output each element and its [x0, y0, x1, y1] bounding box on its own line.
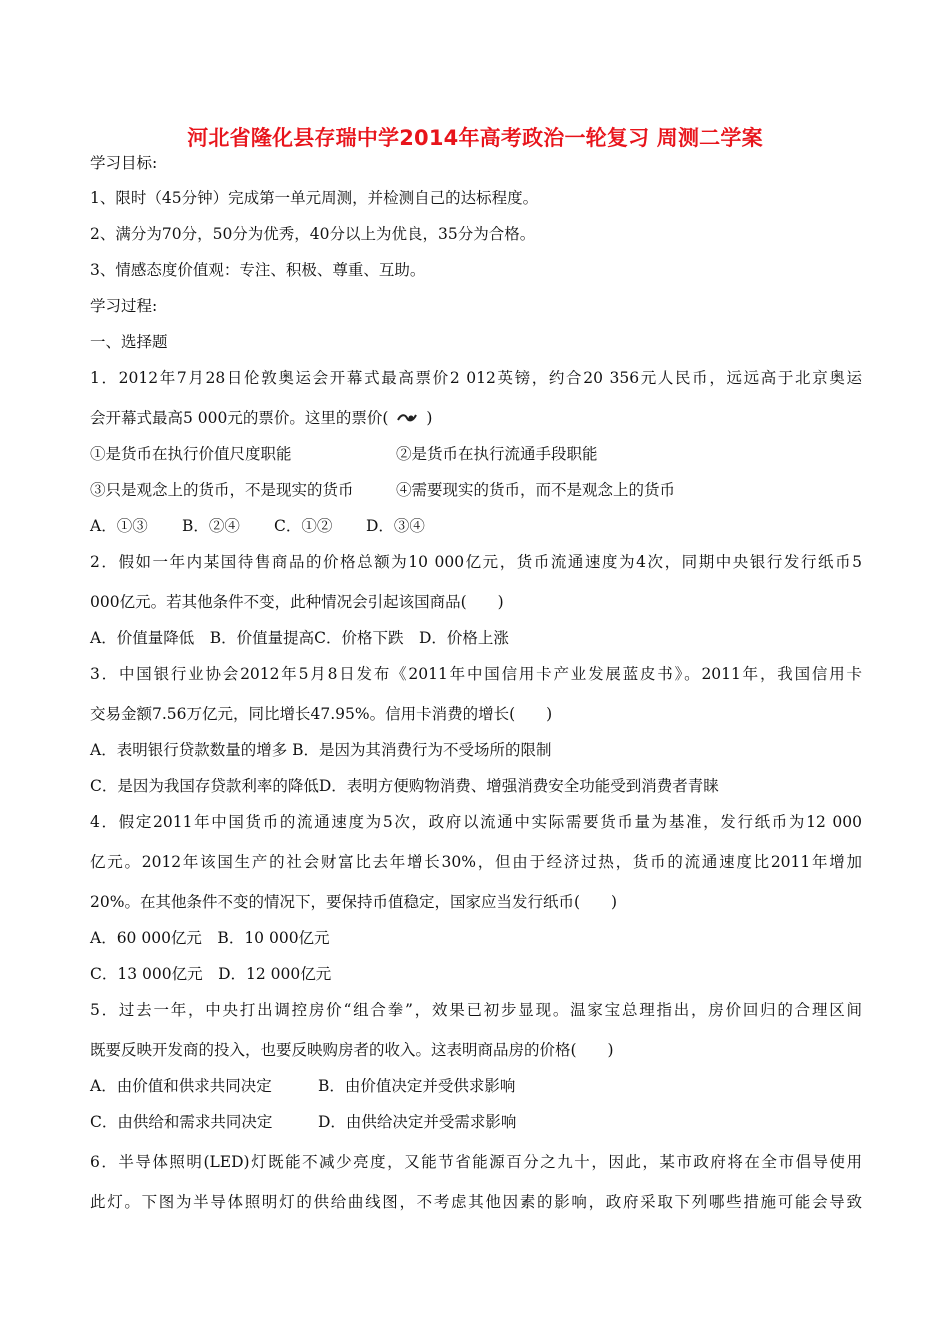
- q5-choice-d: D．由供给决定并受需求影响: [318, 1113, 517, 1131]
- objectives-heading: 学习目标:: [90, 154, 158, 172]
- q5-choice-b: B．由价值决定并受供求影响: [318, 1077, 516, 1095]
- q5-choice-a: A．由价值和供求共同决定: [90, 1077, 272, 1095]
- q1-option-4: ④需要现实的货币，而不是观念上的货币: [396, 481, 676, 499]
- q5-choice-c: C．由供给和需求共同决定: [90, 1113, 273, 1131]
- q1-options-row1: [90, 443, 862, 465]
- q5-stem-line2: 既要反映开发商的投入，也要反映购房者的收入。这表明商品房的价格( ): [90, 1041, 614, 1059]
- objective-item-1: 1、限时（45分钟）完成第一单元周测，并检测自己的达标程度。: [90, 189, 539, 207]
- process-heading: 学习过程:: [90, 297, 158, 315]
- objective-item-3: 3、情感态度价值观：专注、积极、尊重、互助。: [90, 261, 426, 279]
- section-heading: 一、选择题: [90, 333, 168, 351]
- objective-item-2: 2、满分为70分，50分为优秀，40分以上为优良，35分为合格。: [90, 225, 536, 243]
- q3-choices-ab: A．表明银行贷款数量的增多 B．是因为其消费行为不受场所的限制: [90, 741, 552, 759]
- q2-stem-line1: 2．假如一年内某国待售商品的价格总额为10 000亿元，货币流通速度为4次，同期中央银行发行纸币5: [90, 553, 862, 571]
- q1-stem-line2-text: 会开幕式最高5 000元的票价。这里的票价(: [90, 409, 389, 427]
- q5-choices-cd: [90, 1111, 862, 1133]
- q1-option-3: ③只是观念上的货币，不是现实的货币: [90, 481, 354, 499]
- q5-choices-ab: [90, 1075, 862, 1097]
- q3-stem-line1: 3．中国银行业协会2012年5月8日发布《2011年中国信用卡产业发展蓝皮书》。2011年，我国信用卡: [90, 665, 862, 683]
- q1-choice-d: D．③④: [366, 517, 425, 535]
- q1-stem-line2: [90, 407, 862, 429]
- q1-options-row2: [90, 479, 862, 501]
- q4-stem-line1: 4．假定2011年中国货币的流通速度为5次，政府以流通中实际需要货币量为基准，发行纸币为12 000: [90, 813, 862, 831]
- q2-choices: A．价值量降低 B．价值量提高C．价格下跌 D．价格上涨: [90, 629, 509, 647]
- scribble-mark-icon: [396, 412, 418, 424]
- q1-stem-line1: 1．2012年7月28日伦敦奥运会开幕式最高票价2 012英镑，约合20 356元人民币，远远高于北京奥运: [90, 369, 862, 387]
- q1-stem-close-paren: ): [426, 409, 433, 427]
- q4-choices-ab: A．60 000亿元 B．10 000亿元: [90, 929, 330, 947]
- page-title: 河北省隆化县存瑞中学2014年高考政治一轮复习 周测二学案: [187, 126, 763, 150]
- q5-stem-line1: 5．过去一年，中央打出调控房价“组合拳”，效果已初步显现。温家宝总理指出，房价回归的合理区间: [90, 1001, 862, 1019]
- q4-stem-line2: 亿元。2012年该国生产的社会财富比去年增长30%，但由于经济过热，货币的流通速度比2011年增加: [90, 853, 862, 871]
- q1-choice-b: B．②④: [182, 517, 240, 535]
- q3-stem-line2: 交易金额7.56万亿元，同比增长47.95%。信用卡消费的增长( ): [90, 705, 553, 723]
- q3-choices-cd: C．是因为我国存贷款利率的降低D．表明方便购物消费、增强消费安全功能受到消费者青睐: [90, 777, 719, 795]
- q1-choice-c: C．①②: [274, 517, 333, 535]
- q1-choices: [90, 515, 862, 537]
- q6-stem-line2: 此灯。下图为半导体照明灯的供给曲线图，不考虑其他因素的影响，政府采取下列哪些措施可能会导致: [90, 1193, 862, 1211]
- q4-stem-line3: 20%。在其他条件不变的情况下，要保持币值稳定，国家应当发行纸币( ): [90, 893, 618, 911]
- q1-choice-a: A．①③: [90, 517, 148, 535]
- q4-choices-cd: C．13 000亿元 D．12 000亿元: [90, 965, 332, 983]
- q1-option-2: ②是货币在执行流通手段职能: [396, 445, 598, 463]
- q6-stem-line1: 6．半导体照明(LED)灯既能不减少亮度，又能节省能源百分之九十，因此，某市政府将在全市倡导使用: [90, 1153, 862, 1171]
- q1-option-1: ①是货币在执行价值尺度职能: [90, 445, 292, 463]
- q2-stem-line2: 000亿元。若其他条件不变，此种情况会引起该国商品( ): [90, 593, 504, 611]
